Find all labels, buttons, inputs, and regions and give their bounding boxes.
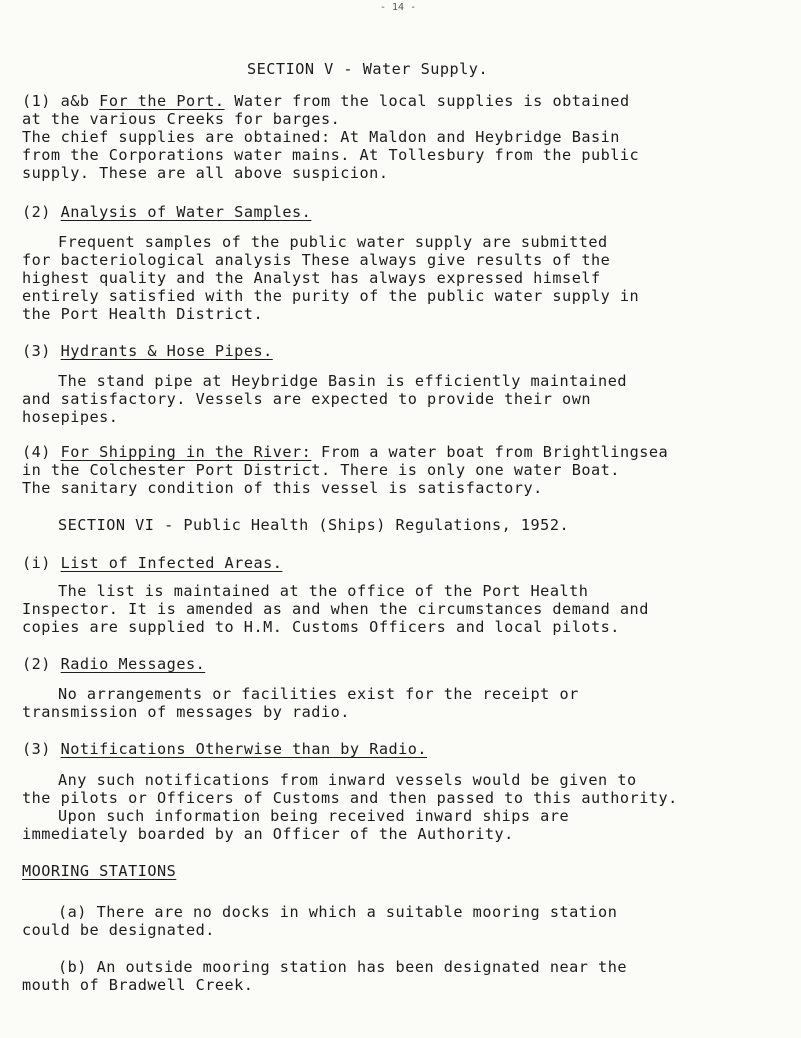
paragraph-4-title: For Shipping in the River: xyxy=(60,443,312,461)
text-line: The chief supplies are obtained: At Maldon and Heybridge Basin xyxy=(22,128,620,146)
text-line: No arrangements or facilities exist for the receipt or xyxy=(58,685,579,703)
text-line: and satisfactory. Vessels are expected to provide their own xyxy=(22,390,591,408)
paragraph-2-heading: (2) Analysis of Water Samples. xyxy=(22,203,312,221)
text-line: for bacteriological analysis These always give results of the xyxy=(22,251,611,269)
text-line: The list is maintained at the office of the Port Health xyxy=(58,582,589,600)
paragraph-3-heading: (3) Hydrants & Hose Pipes. xyxy=(22,342,273,360)
section-vi-heading: SECTION VI - Public Health (Ships) Regulations, 1952. xyxy=(58,516,570,534)
paragraph-1-first-line: (1) a&b For the Port. Water from the local supplies is obtained xyxy=(22,92,630,110)
text-line: The sanitary condition of this vessel is satisfactory. xyxy=(22,479,543,497)
paragraph-notifications-heading: (3) Notifications Otherwise than by Radio. xyxy=(22,740,428,758)
page-number: - 14 - xyxy=(380,2,417,13)
paragraph-i-heading: (i) List of Infected Areas. xyxy=(22,554,283,572)
text-line: The stand pipe at Heybridge Basin is efficiently maintained xyxy=(58,372,627,390)
paragraph-notifications-title: Notifications Otherwise than by Radio. xyxy=(60,740,428,758)
section-v-heading: SECTION V - Water Supply. xyxy=(247,60,489,78)
paragraph-3-title: Hydrants & Hose Pipes. xyxy=(60,342,273,360)
text-line: the pilots or Officers of Customs and then passed to this authority. xyxy=(22,789,678,807)
text-line: immediately boarded by an Officer of the Authority. xyxy=(22,825,514,843)
text-line: supply. These are all above suspicion. xyxy=(22,164,389,182)
text-line: Any such notifications from inward vessels would be given to xyxy=(58,771,637,789)
text-line: in the Colchester Port District. There is only one water Boat. xyxy=(22,461,620,479)
text-line: highest quality and the Analyst has always expressed himself xyxy=(22,269,601,287)
paragraph-radio-title: Radio Messages. xyxy=(60,655,206,673)
paragraph-4-first-line: (4) For Shipping in the River: From a water boat from Brightlingsea xyxy=(22,443,669,461)
text-line: mouth of Bradwell Creek. xyxy=(22,976,254,994)
text-line: (b) An outside mooring station has been designated near the xyxy=(58,958,627,976)
text-line: at the various Creeks for barges. xyxy=(22,110,341,128)
paragraph-2-title: Analysis of Water Samples. xyxy=(60,203,312,221)
text-line: could be designated. xyxy=(22,921,215,939)
text-line: from the Corporations water mains. At Tollesbury from the public xyxy=(22,146,640,164)
mooring-stations-heading: MOORING STATIONS xyxy=(22,862,177,880)
text-line: transmission of messages by radio. xyxy=(22,703,350,721)
text-line: entirely satisfied with the purity of the public water supply in xyxy=(22,287,640,305)
text-line: copies are supplied to H.M. Customs Officers and local pilots. xyxy=(22,618,620,636)
paragraph-1-title: For the Port. xyxy=(99,92,225,110)
text-line: hosepipes. xyxy=(22,408,119,426)
text-line: Inspector. It is amended as and when the circumstances demand and xyxy=(22,600,649,618)
paragraph-radio-heading: (2) Radio Messages. xyxy=(22,655,206,673)
text-line: Upon such information being received inward ships are xyxy=(58,807,570,825)
paragraph-i-title: List of Infected Areas. xyxy=(60,554,283,572)
text-line: Frequent samples of the public water supply are submitted xyxy=(58,233,608,251)
text-line: (a) There are no docks in which a suitable mooring station xyxy=(58,903,618,921)
text-line: the Port Health District. xyxy=(22,305,264,323)
